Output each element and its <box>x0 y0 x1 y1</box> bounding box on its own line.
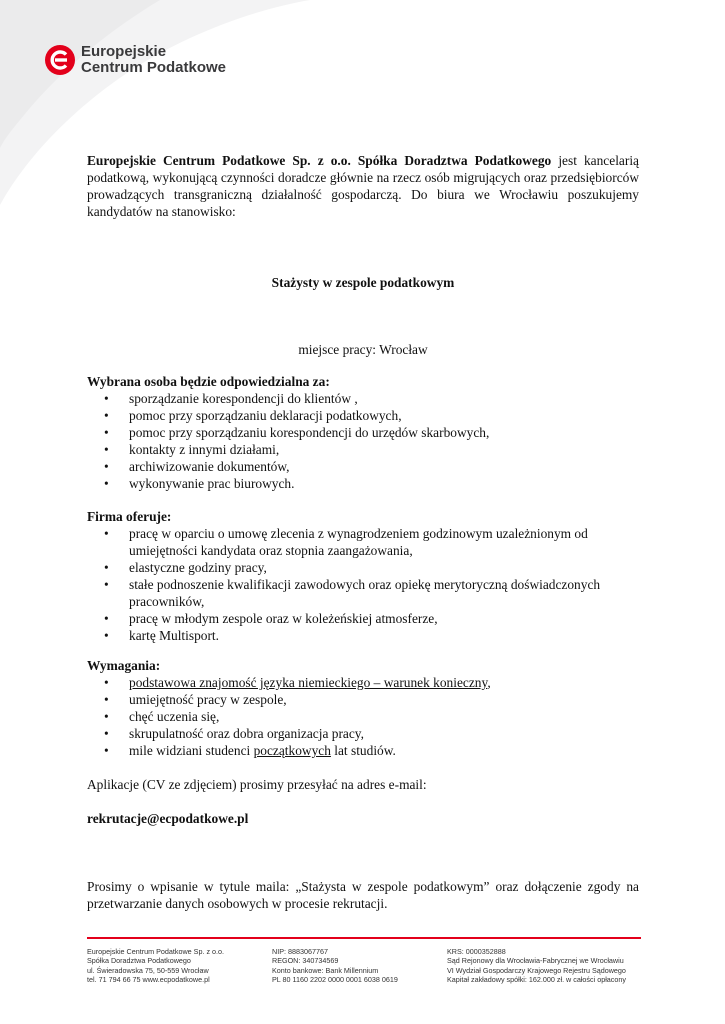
list-item: • kontakty z innymi działami, <box>87 441 639 458</box>
footer-line: PL 80 1160 2202 0000 0001 6038 0619 <box>272 975 398 985</box>
job-posting <box>87 152 639 911</box>
list-item: • pomoc przy sporządzaniu deklaracji podatkowych, <box>87 407 639 424</box>
ecp-logo-icon <box>44 44 76 76</box>
footer-line: NIP: 8883067767 <box>272 947 328 956</box>
footer-company-info <box>87 947 224 985</box>
footer-line: REGON: 340734569 <box>272 956 339 966</box>
company-logo <box>44 44 226 76</box>
list-item: • umiejętność pracy w zespole, <box>87 691 639 708</box>
closing-paragraph: Prosimy o wpisanie w tytule maila: „Stażysta w zespole podatkowym” oraz dołączenie zgody na przetwarzanie danych osobowych w procesie rekrutacji. <box>87 879 639 911</box>
offer-section <box>87 508 639 644</box>
requirements-list <box>87 674 639 759</box>
list-item: • sporządzanie korespondencji do klientów , <box>87 390 639 407</box>
logo-line-1: Europejskie <box>81 43 167 60</box>
footer-tax-bank-info <box>272 947 398 985</box>
footer-line: KRS: 0000352888 <box>447 947 506 956</box>
logo-wordmark <box>81 44 226 76</box>
intro-text: jest kancelarią podatkową, wykonującą czynności doradcze głównie na rzecz osób migrujących oraz przedsiębiorców prowadzących transgraniczną działalność gospodarczą. Do biura we Wrocławiu poszukujemy kandydatów na stanowisko: <box>87 153 639 219</box>
list-item: • skrupulatność oraz dobra organizacja pracy, <box>87 725 639 742</box>
footer-line: Konto bankowe: Bank Millennium <box>272 965 379 975</box>
responsibilities-list <box>87 390 639 492</box>
responsibilities-section <box>87 373 639 492</box>
application-email[interactable]: rekrutacje@ecpodatkowe.pl <box>87 811 249 826</box>
list-item: • chęć uczenia się, <box>87 708 639 725</box>
position-title: Stażysty w zespole podatkowym <box>271 275 455 290</box>
list-item: • wykonywanie prac biurowych. <box>87 475 639 492</box>
requirement-underlined: początkowych <box>253 743 331 758</box>
offer-heading: Firma oferuje: <box>87 509 172 524</box>
list-item: • pracę w oparciu o umowę zlecenia z wynagrodzeniem godzinowym uzależnionym od umiejętności kandydata oraz stopnia zaangażowania, <box>87 525 639 559</box>
company-name: Europejskie Centrum Podatkowe Sp. z o.o. Spółka Doradztwa Podatkowego <box>87 153 552 168</box>
footer-line: Kapitał zakładowy spółki: 162.000 zł. w całości opłacony <box>447 975 626 985</box>
list-item <box>87 674 639 691</box>
footer-line: Sąd Rejonowy dla Wrocławia-Fabrycznej we Wrocławiu <box>447 956 624 966</box>
requirement-suffix: , <box>487 675 491 690</box>
list-item: • pomoc przy sporządzaniu korespondencji do urzędów skarbowych, <box>87 424 639 441</box>
list-item: • kartę Multisport. <box>87 627 639 644</box>
footer-line: VI Wydział Gospodarczy Krajowego Rejestru Sądowego <box>447 965 626 975</box>
application-instructions: Aplikacje (CV ze zdjęciem) prosimy przesyłać na adres e-mail: <box>87 777 427 792</box>
list-item: • elastyczne godziny pracy, <box>87 559 639 576</box>
work-location: miejsce pracy: Wrocław <box>298 342 428 357</box>
footer-line: ul. Świeradowska 75, 50-559 Wrocław <box>87 965 209 975</box>
list-item: • pracę w młodym zespole oraz w koleżeńskiej atmosferze, <box>87 610 639 627</box>
requirements-section <box>87 657 639 759</box>
footer-line: Europejskie Centrum Podatkowe Sp. z o.o. <box>87 947 225 956</box>
logo-line-2: Centrum Podatkowe <box>81 59 227 76</box>
requirements-heading: Wymagania: <box>87 658 161 673</box>
list-item: • archiwizowanie dokumentów, <box>87 458 639 475</box>
footer-line: Spółka Doradztwa Podatkowego <box>87 956 191 966</box>
intro-paragraph <box>87 152 639 220</box>
requirement-underlined: podstawowa znajomość języka niemieckiego – warunek konieczny <box>129 675 488 690</box>
list-item: • stałe podnoszenie kwalifikacji zawodowych oraz opiekę merytoryczną doświadczonych pracowników, <box>87 576 639 610</box>
requirement-part: mile widziani studenci <box>129 743 254 758</box>
offer-list <box>87 525 639 644</box>
requirement-part: lat studiów. <box>330 743 396 758</box>
footer-divider <box>87 937 641 939</box>
responsibilities-heading: Wybrana osoba będzie odpowiedzialna za: <box>87 374 330 389</box>
list-item <box>87 742 639 759</box>
footer-line: tel. 71 794 66 75 www.ecpodatkowe.pl <box>87 975 210 985</box>
footer-registry-info <box>447 947 626 985</box>
